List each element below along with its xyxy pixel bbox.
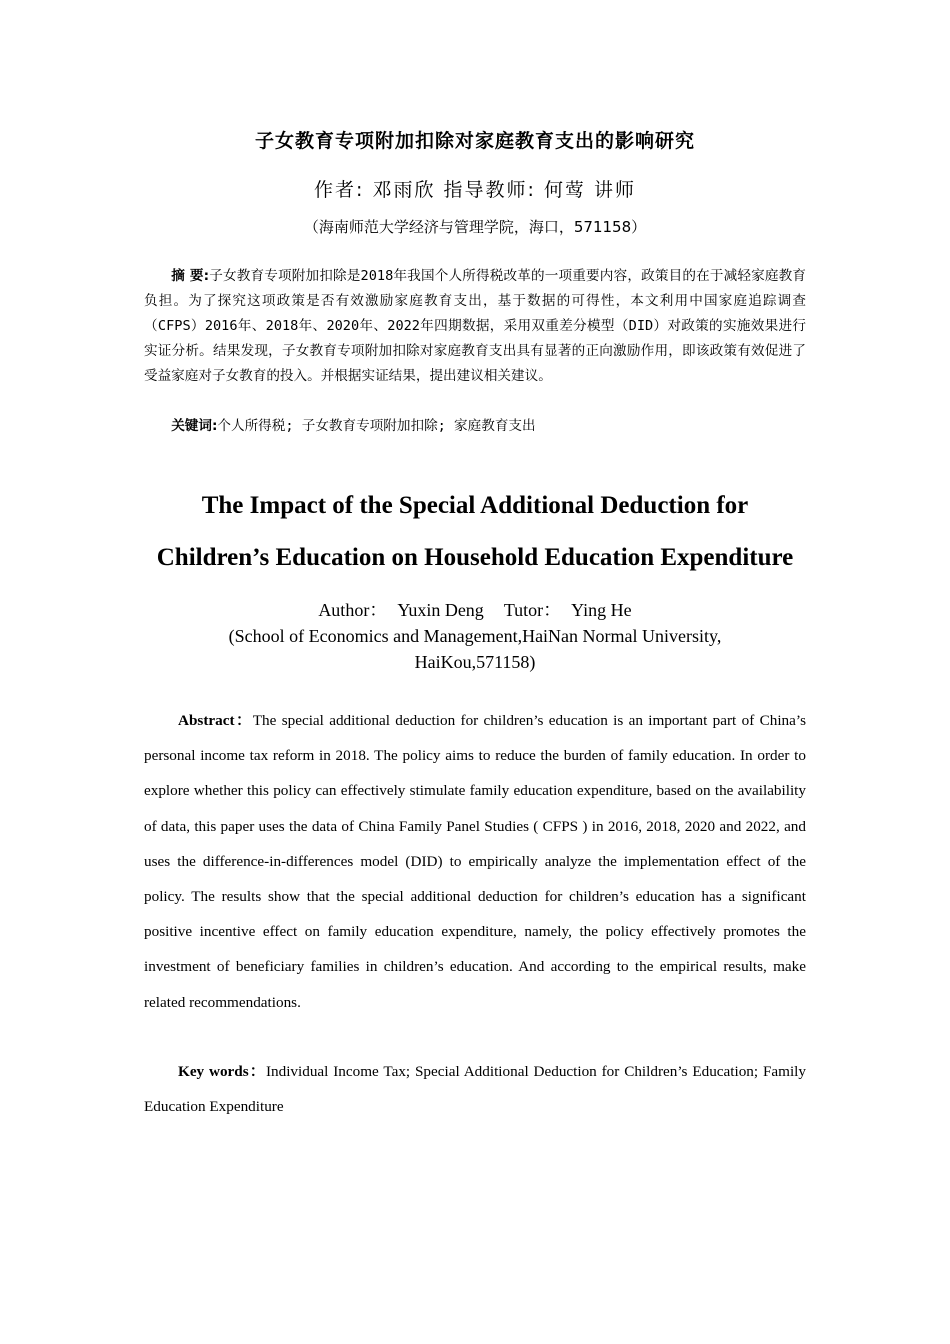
chinese-abstract-label: 摘 要:	[171, 268, 210, 284]
english-authors	[0, 598, 950, 623]
english-abstract-text: The special additional deduction for children’s education is an important part of China’s personal income tax reform in 2018. The policy aims to reduce the burden of family education. In order to explore whether this policy can effectively stimulate family education expenditure, based on the availability of data, this paper uses the data of China Family Panel Studies ( CFPS ) in 2016, 2018, 2020 and 2022, and uses the difference-in-differences model (DID) to empirically analyze the implementation effect of the policy. The results show that the special additional deduction for children’s education has a significant positive incentive effect on family education expenditure, namely, the policy effectively promotes the investment of beneficiary families in children’s education. And according to the empirical results, make related recommendations.	[144, 712, 806, 1011]
chinese-affiliation: （海南师范大学经济与管理学院，海口，571158）	[303, 218, 647, 236]
english-keywords-label: Key words：	[178, 1063, 266, 1080]
chinese-abstract-text: 子女教育专项附加扣除是2018年我国个人所得税改革的一项重要内容，政策目的在于减轻家庭教育负担。为了探究这项政策是否有效激励家庭教育支出，基于数据的可得性，本文利用中国家庭追踪调查（CFPS）2016年、2018年、2020年、2022年四期数据，采用双重差分模型（DID）对政策的实施效果进行实证分析。结果发现，子女教育专项附加扣除对家庭教育支出具有显著的正向激励作用，即该政策有效促进了受益家庭对子女教育的投入。并根据实证结果，提出建议相关建议。	[144, 268, 807, 384]
english-title-line-2: Children’s Education on Household Education Expenditure	[156, 544, 794, 571]
chinese-abstract	[144, 264, 806, 389]
english-keywords	[144, 1054, 806, 1124]
tutor-name: Ying He	[571, 600, 632, 620]
chinese-authors: 作者: 邓雨欣 指导教师: 何莺 讲师	[314, 179, 636, 201]
english-title-line-1: The Impact of the Special Additional Deduction for	[201, 492, 749, 519]
english-keywords-text: Individual Income Tax; Special Additional Deduction for Children’s Education; Family Education Expenditure	[144, 1063, 806, 1116]
chinese-title: 子女教育专项附加扣除对家庭教育支出的影响研究	[254, 130, 695, 152]
chinese-keywords-text: 个人所得税; 子女教育专项附加扣除; 家庭教育支出	[217, 418, 536, 434]
english-affiliation: (School of Economics and Management,HaiNan Normal University, HaiKou,571158)	[228, 626, 722, 672]
tutor-label: Tutor：	[503, 600, 562, 620]
english-title	[0, 480, 950, 584]
chinese-keywords	[144, 414, 806, 439]
author-label: Author：	[318, 600, 388, 620]
author-name: Yuxin Deng	[397, 600, 484, 620]
english-abstract-label: Abstract：	[178, 712, 253, 729]
english-abstract	[144, 703, 806, 1020]
chinese-keywords-label: 关键词:	[171, 418, 218, 434]
